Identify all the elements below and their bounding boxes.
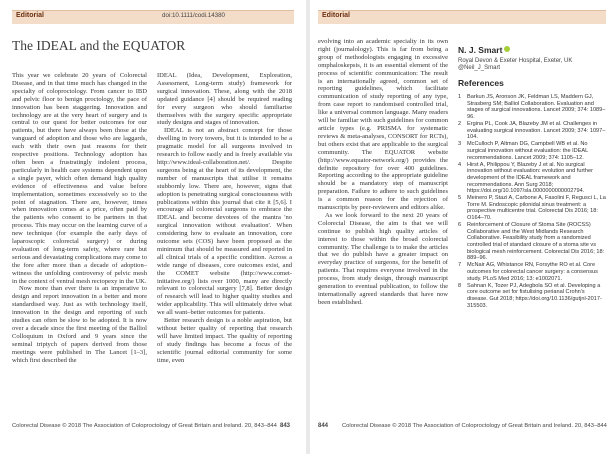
reference-item: 6 Reinforcement of Closure of Stoma Site (ROCSS) Collaborative and the West Midlands Research Collaborative. Feasibility study from a randomized controlled trial of standard closure of a stoma site vs biological mesh reinforcement. Colorectal Dis 2016; 18: 889–96. [458,222,605,262]
section-label: Editorial [322,12,351,19]
section-header-bar [318,10,606,24]
paragraph: Now more than ever there is an imperative to design and report innovation in a better and more standardised way. Just as with technology itself, innovation in the design and reporting of such studies can often be slow to be adopted. It is now over a decade since the first meeting of the Balliol Colloquium in Oxford and 9 years since the seminal triptych of papers derived from those meetings were published in The Lancet [1–3], which first described the [12,285,147,364]
page-number: 844 [318,423,329,429]
body-column-1 [12,72,147,365]
paragraph: IDEAL is not an abstract concept for those dwelling in ivory towers, but it is intended to be a pragmatic model for all surgeons involved in research to follow easily and is freely available via http://www.ideal-collaboration.net/. Despite surgeons being at the heart of its development, the number of manuscripts that utilise it remains stubbornly low. There are, however, signs that adoption is penetrating surgical consciousness with publications within this journal that cite it [5,6]. I encourage all colorectal surgeons to embrace the IDEAL and become devotees of the mantra 'no surgical innovation without evaluation'. When considering how to evaluate an innovation, core outcome sets (COS) have been proposed as the minimum that should be measured and reported in all clinical trials of a specific condition. Across a wide range of diseases, core outcomes exist, and the COMET website (http://www.comet-initiative.org/) lists over 1000, many are directly relevant to colorectal surgery [7,8]. Better design of research will lead to higher quality studies and wider applicability. This will ultimately drive what we all want–better outcomes for patients. [157,127,292,317]
page-number: 843 [280,423,291,429]
doi-link[interactable]: doi:10.1111/codi.14380 [162,12,225,19]
body-column-2 [157,72,292,365]
orcid-icon[interactable] [504,46,510,52]
reference-item: 8 Sahnan K, Tozer PJ, Adegbola SO et al. Developing a core outcome set for fistulising perianal Crohn's disease. Gut 2018; https://doi.org/10.1136/gutjnl-2017-315503. [458,282,602,309]
right-page [310,0,616,454]
reference-item: 4 Hirst A, Philippou Y, Blazeby J et al. No surgical innovation without evaluation: evolution and further development of the IDEAL framework and recommendations. Ann Surg 2018; https://doi.org/10.1097/sla.0000000000002794. [458,161,593,195]
article-title: The IDEAL and the EQUATOR [12,38,186,53]
reference-item: 3 McCulloch P, Altman DG, Campbell WB et al. No surgical innovation without evaluation: the IDEAL recommendations. Lancet 2009; 374: 1105–12. [458,141,589,161]
author-line [458,40,603,58]
page-footer: Colorectal Disease © 2018 The Association of Coloproctology of Great Britain and Ireland. 20, 843–844 [12,423,277,429]
reference-item: 7 McNair AG, Whistance RN, Forsythe RO et al. Core outcomes for colorectal cancer surgery: a consensus study. PLoS Med 2016; 13: e1002071. [458,262,598,282]
paragraph: IDEAL (Idea, Development, Exploration, Assessment, Long-term study) framework for surgical innovation. These, along with the 2018 updated guidance [4] should be required reading for every surgeon who should familiarise themselves with the surgery specific appropriate study designs and stages of innovation. [157,72,292,127]
reference-list [458,94,606,310]
section-header-bar [12,10,294,24]
reference-item: 5 Meinero P, Stazi A, Carbone A, Fasolini F, Regusci L, La Torre M. Endoscopic pilonidal sinus treatment: a prospective multicentre trial. Colorectal Dis 2016; 18: O164–70. [458,195,606,222]
author-block [458,40,603,72]
paragraph: This year we celebrate 20 years of Colorectal Disease, and in that time much has changed in the specialty of coloproctology. From cancer to IBD and pelvic floor to benign proctology, the pace of innovation has been staggering. Innovation and technology are at the very heart of surgery and is central to our quest for better outcomes for our patients, but there have always been those at the vanguard of adoption and those who are laggards, each with their own just reasons for their respective positions. Technology adoption has often been a frustratingly indolent process, particularly in health care systems dependent upon a single payer, which often demand high quality evidence of effectiveness and value before implementation, sometimes excessively so to the point of stagnation. There are, however, times when innovation comes at a price, often paid by the patients who consent to be partners in that process. This may occur on the learning curve of a new technique (for example the early days of laparoscopic colorectal surgery) or during evaluation of long-term safety, where rare but serious and devastating complications may come to the fore after more than a decade of adoption–witness the unfolding controversy of pelvic mesh in the context of ventral mesh rectopexy in the UK. [12,72,147,285]
reference-item: 1 Barkun JS, Aronson JK, Feldman LS, Maddern GJ, Strasberg SM; Balliol Collaboration. Evaluation and stages of surgical innovations. Lancet 2009; 374: 1089–96. [458,94,606,120]
page-footer: Colorectal Disease © 2018 The Association of Coloproctology of Great Britain and Ireland. 20, 843–844 [342,423,607,429]
paragraph: Better research design is a noble aspiration, but without better quality of reporting that research will have limited impact. The quality of reporting of study findings has become a focus of the scientific journal editorial community for some time, even [157,317,292,364]
paragraph: evolving into an academic specialty in its own right (journalology). This is far from being a group of methodologists engaging in excessive omphaloskepsis, it is an essential element of the process of scientific communication: The result is an internationally agreed, common set of reporting guidelines, which facilitate communication of study reporting of any type, from case report to randomised controlled trial, like a universal common language. Many readers will be familiar with such guidelines for common article types (e.g. PRISMA for systematic reviews & meta-analyses, CONSORT for RCTs), but others exist that are applicable to the surgical community. The EQUATOR website (http://www.equator-network.org/) provides the definite repository for over 400 guidelines. Reporting according to the appropriate guideline should be a mandatory step of manuscript preparation. Failure to adhere to such guidelines is a common reason for the rejection of manuscripts by peer-reviewers and editors alike. [318,38,448,212]
author-name: N. J. Smart [458,45,503,55]
left-page [0,0,306,454]
paragraph: As we look forward to the next 20 years of Colorectal Disease, the aim is that we will continue to publish high quality articles of interest to those within the broad colorectal community. The challenge is to make the articles that we do publish have a greater impact on everyday practice of surgeons, for the benefit of patients. That requires everyone involved in the process, from study design, through manuscript generation to eventual publication, to follow the internationally agreed standards that have now been established. [318,211,448,306]
author-twitter-handle[interactable]: @Neil_J_Smart [458,65,501,71]
reference-item: 2 Ergina PL, Cook JA, Blazeby JM et al. Challenges in evaluating surgical innovation. Lancet 2009; 374: 1097–104. [458,120,606,141]
references-heading: References [458,78,504,88]
section-label: Editorial [16,12,45,19]
body-column-1 [318,38,448,307]
author-affiliation: Royal Devon & Exeter Hospital, Exeter, UK [458,58,573,64]
